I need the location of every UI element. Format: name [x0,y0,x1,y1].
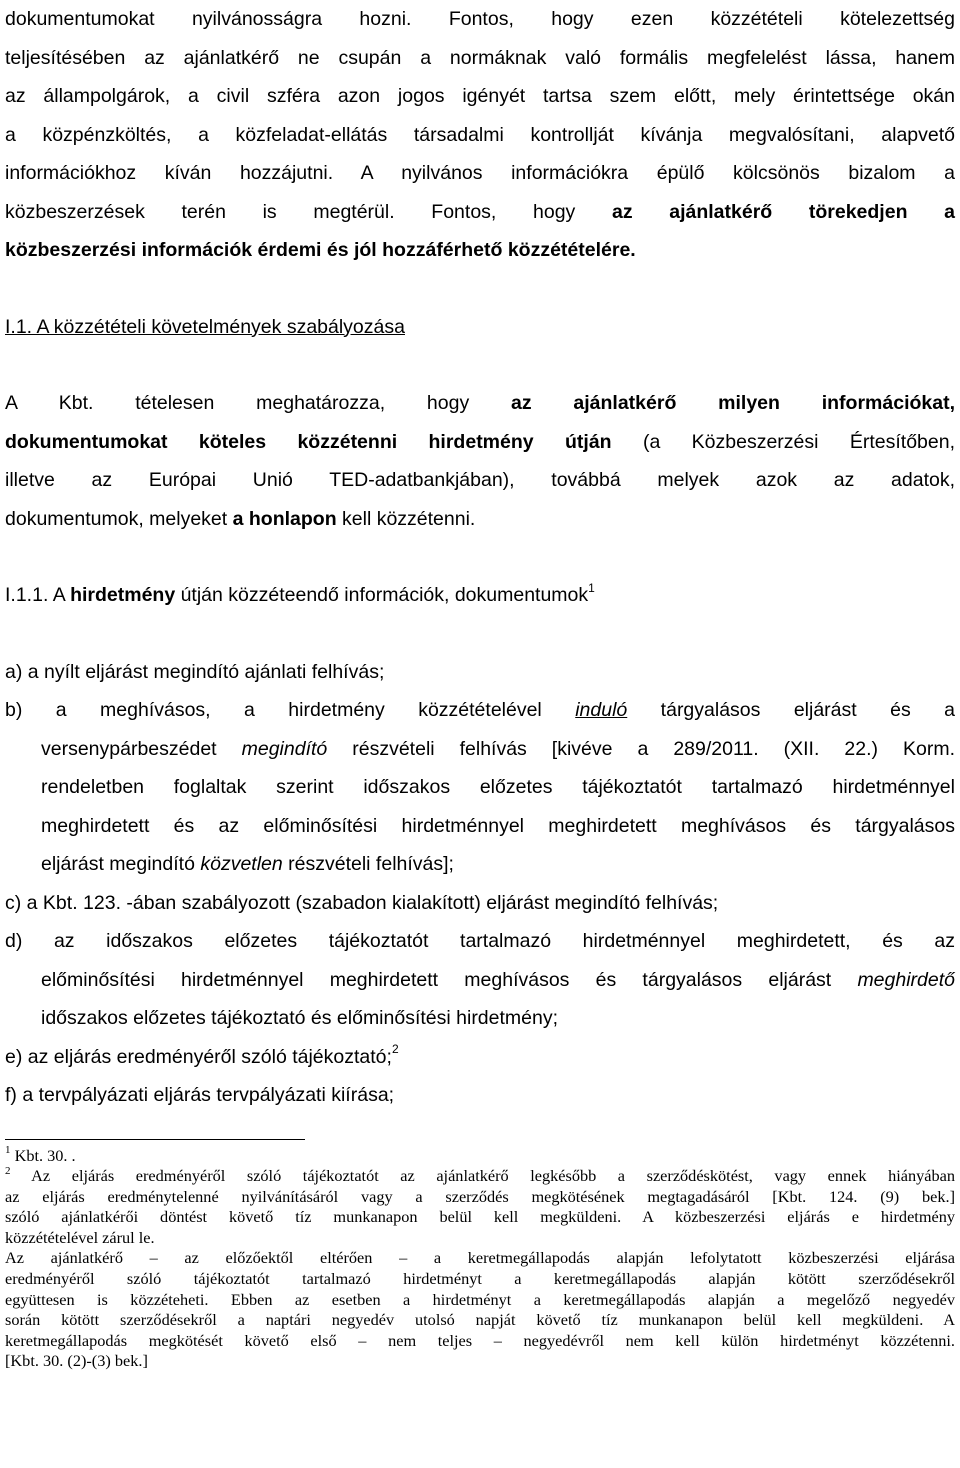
footnote-ref[interactable]: 1 [588,580,595,595]
footnote-2-line: közzétételével zárul le. [5,1227,155,1247]
list-item-b-line: eljárást megindító közvetlen részvételi felhívás]; [41,853,454,875]
footnote-2-para-line: [Kbt. 30. (2)-(3) bek.] [5,1351,148,1371]
list-item-b-line: versenypárbeszédet megindító részvételi felhívás [kivéve a 289/2011. (XII. 22.) Korm. [41,737,955,760]
footnote-2-para-line: Az ajánlatkérő – az előzőektől eltérően – a keretmegállapodás alapján lefolytatott közbeszerzési eljárása [5,1248,955,1268]
list-item-c: c) a Kbt. 123. -ában szabályozott (szabadon kialakított) eljárást megindító felhívás; [5,891,719,914]
list-item-d: d) az időszakos előzetes tájékoztatót tartalmazó hirdetménnyel meghirdetett, és az [5,930,955,952]
footnote-2-line: az eljárás eredménytelenné nyilvánításáról vagy a szerződés megkötésének megtagadásáról [Kbt. 124. (9) bek.] [5,1186,955,1206]
footnote-separator [5,1139,305,1140]
intro-line: közbeszerzések terén is megtérül. Fontos, hogy az ajánlatkérő törekedjen a [5,200,955,223]
subsection-heading: I.1.1. A hirdetmény útján közzéteendő információk, dokumentumok$^1$ [5,580,595,606]
footnote-2-para-line: során kötött szerződésekről a naptári negyedév utolsó napját követő tíz munkanapon belül kell megküldeni. A [5,1310,955,1330]
footnotes [5,1146,955,1373]
footnote-2-para-line: eredményéről szóló tájékoztatót tartalmazó hirdetményt a keretmegállapodás alapján kötött szerződésekről [5,1269,955,1289]
intro-paragraph [5,0,955,270]
list-item-b-line: rendeletben foglaltak szerint időszakos előzetes tájékoztatót tartalmazó hirdetménnyel [41,776,955,798]
kbt-line: dokumentumok, melyeket a honlapon kell közzétenni. [5,507,476,530]
intro-line: információkhoz kíván hozzájutni. A nyilvános információkra épülő kölcsönös bizalom a [5,162,955,184]
intro-line: közbeszerzési információk érdemi és jól hozzáférhető közzétételére. [5,239,636,261]
intro-line: a közpénzköltés, a közfeladat-ellátás társadalmi kontrollját kívánja megvalósítani, alapvető [5,123,955,146]
list-item-d-line: időszakos előzetes tájékoztató és előminősítési hirdetmény; [41,1007,559,1029]
kbt-line: illetve az Európai Unió TED-adatbankjában), továbbá melyek azok az adatok, [5,469,955,491]
list-item-d-line: előminősítési hirdetménnyel meghirdetett meghívásos és tárgyalásos eljárást meghirdető [41,968,955,991]
list-item-f: f) a tervpályázati eljárás tervpályázati kiírása; [5,1084,395,1106]
intro-line: dokumentumokat nyilvánosságra hozni. Fontos, hogy ezen közzétételi kötelezettség [5,8,955,30]
list-item-b-line: meghirdetett és az előminősítési hirdetménnyel meghirdetett meghívásos és tárgyalásos [41,814,955,837]
document-page [5,0,955,1372]
footnote-1: $^1$ Kbt. 30. . [5,1144,76,1165]
footnote-2-para-line: keretmegállapodás megkötését követő első – nem teljes – negyedévről nem kell külön hirdetményt közzétenni. [5,1330,955,1350]
list-item-b: b) a meghívásos, a hirdetmény közzétételével induló tárgyalásos eljárást és a [5,699,955,721]
kbt-line: dokumentumokat köteles közzétenni hirdetmény útján (a Közbeszerzési Értesítőben, [5,430,955,453]
intro-line: teljesítésében az ajánlatkérő ne csupán a normáknak való formális megfelelést lássa, hanem [5,46,955,69]
publication-list [5,653,955,1115]
intro-line: az állampolgárok, a civil szféra azon jogos igényét tartsa szem előtt, mely érintettsége okán [5,85,955,107]
kbt-paragraph [5,384,955,538]
kbt-line: A Kbt. tételesen meghatározza, hogy az ajánlatkérő milyen információkat, [5,392,955,414]
footnote-2-para-line: együttesen is közzéteheti. Ebben az esetben a hirdetményt a keretmegállapodás alapján a megelőző negyedév [5,1289,955,1309]
list-item-e: e) az eljárás eredményéről szóló tájékoztató;$^2$ [5,1042,399,1068]
footnote-ref[interactable]: 2 [391,1042,399,1056]
list-item-a: a) a nyílt eljárást megindító ajánlati felhívás; [5,660,385,683]
footnote-2-line: szóló ajánlatkérői döntést követő tíz munkanapon belül kell megküldeni. A közbeszerzési eljárás e hirdetmény [5,1207,955,1227]
section-heading: I.1. A közzétételi követelmények szabályozása [5,315,405,338]
footnote-2-line: $^2$ Az eljárás eredményéről szóló tájékoztatót az ajánlatkérő legkésőbb a szerződéskötést, vagy ennek hiányában [5,1164,955,1186]
